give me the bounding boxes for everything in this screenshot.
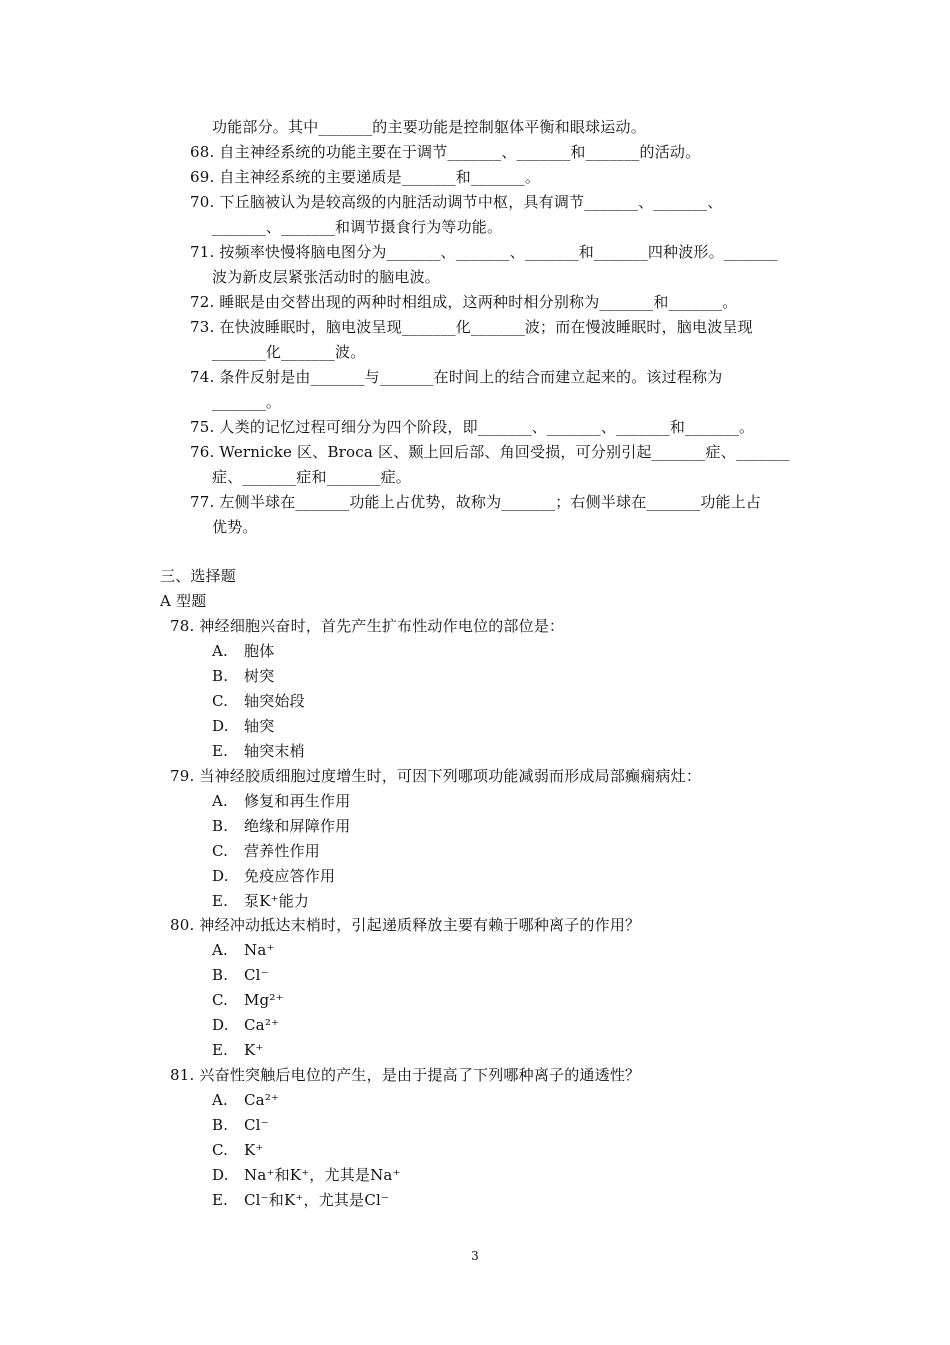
option-text: Na⁺和K⁺，尤其是Na⁺ — [244, 1166, 401, 1184]
option-item — [212, 1040, 264, 1060]
option-label: A. — [212, 941, 229, 959]
fill-in-line: 77. 左侧半球在_______功能上占优势，故称为_______；右侧半球在_______功能上占 — [190, 493, 762, 511]
option-text: 树突 — [244, 667, 275, 685]
section-title: 三、选择题 — [160, 567, 237, 585]
option-text: 免疫应答作用 — [244, 867, 336, 885]
fill-in-line: 72. 睡眠是由交替出现的两种时相组成，这两种时相分别称为_______和_______。 — [190, 293, 738, 311]
option-label: B. — [212, 966, 229, 984]
option-text: 轴突始段 — [244, 692, 305, 710]
page-number: 3 — [471, 1249, 479, 1263]
option-label: A. — [212, 1091, 229, 1109]
option-item — [212, 716, 274, 736]
fill-in-line: _______。 — [212, 393, 282, 411]
option-label: E. — [212, 1041, 229, 1059]
option-label: B. — [212, 667, 229, 685]
option-item — [212, 691, 305, 711]
option-item — [212, 1165, 401, 1185]
option-item — [212, 741, 305, 761]
option-item — [212, 791, 350, 811]
option-text: Mg²⁺ — [244, 991, 284, 1009]
question-stem: 80. 神经冲动抵达末梢时，引起递质释放主要有赖于哪种离子的作用？ — [170, 916, 641, 934]
fill-in-line: 70. 下丘脑被认为是较高级的内脏活动调节中枢，具有调节_______、_______、 — [190, 193, 723, 211]
option-text: Ca²⁺ — [244, 1091, 280, 1109]
option-item — [212, 666, 274, 686]
option-text: Na⁺ — [244, 941, 275, 959]
option-label: B. — [212, 1116, 229, 1134]
option-label: C. — [212, 842, 229, 860]
option-text: 营养性作用 — [244, 842, 321, 860]
option-label: C. — [212, 1141, 229, 1159]
fill-in-line: 69. 自主神经系统的主要递质是_______和_______。 — [190, 168, 541, 186]
option-label: E. — [212, 1191, 229, 1209]
option-label: D. — [212, 1016, 229, 1034]
option-label: B. — [212, 817, 229, 835]
option-label: E. — [212, 742, 229, 760]
fill-in-line: 波为新皮层紧张活动时的脑电波。 — [212, 268, 441, 286]
option-text: Cl⁻ — [244, 966, 269, 984]
option-text: Cl⁻和K⁺，尤其是Cl⁻ — [244, 1191, 390, 1209]
fill-in-line: 优势。 — [212, 518, 258, 536]
question-type-title: A 型题 — [160, 592, 207, 610]
fill-in-line: 症、_______症和_______症。 — [212, 468, 412, 486]
option-item — [212, 1140, 264, 1160]
fill-in-line: 73. 在快波睡眠时，脑电波呈现_______化_______波；而在慢波睡眠时，脑电波呈现 — [190, 318, 753, 336]
fill-in-line: 功能部分。其中_______的主要功能是控制躯体平衡和眼球运动。 — [212, 118, 646, 136]
fill-in-line: _______化_______波。 — [212, 343, 366, 361]
option-item — [212, 841, 320, 861]
option-label: A. — [212, 642, 229, 660]
option-label: C. — [212, 692, 229, 710]
option-text: 泵K⁺能力 — [244, 892, 310, 910]
option-item — [212, 965, 269, 985]
question-stem: 81. 兴奋性突触后电位的产生，是由于提高了下列哪种离子的通透性？ — [170, 1066, 641, 1084]
option-label: C. — [212, 991, 229, 1009]
option-item — [212, 1115, 269, 1135]
option-label: E. — [212, 892, 229, 910]
option-text: 轴突末梢 — [244, 742, 305, 760]
option-item — [212, 1090, 279, 1110]
option-text: 绝缘和屏障作用 — [244, 817, 351, 835]
option-item — [212, 990, 284, 1010]
question-stem: 79. 当神经胶质细胞过度增生时，可因下列哪项功能减弱而形成局部癫痫病灶： — [170, 767, 702, 785]
fill-in-line: 74. 条件反射是由_______与_______在时间上的结合而建立起来的。该过程称为 — [190, 368, 723, 386]
option-label: D. — [212, 1166, 229, 1184]
option-text: Cl⁻ — [244, 1116, 269, 1134]
option-text: 胞体 — [244, 642, 275, 660]
option-label: D. — [212, 867, 229, 885]
option-text: K⁺ — [244, 1141, 264, 1159]
fill-in-line: 75. 人类的记忆过程可细分为四个阶段，即_______、_______、_______和_______。 — [190, 418, 755, 436]
option-text: 修复和再生作用 — [244, 792, 351, 810]
option-item — [212, 1190, 389, 1210]
fill-in-line: _______、_______和调节摄食行为等功能。 — [212, 218, 503, 236]
fill-in-line: 71. 按频率快慢将脑电图分为_______、_______、_______和_______四种波形。_______ — [190, 243, 778, 261]
option-text: Ca²⁺ — [244, 1016, 280, 1034]
option-item — [212, 866, 335, 886]
option-label: D. — [212, 717, 229, 735]
option-item — [212, 940, 275, 960]
option-text: 轴突 — [244, 717, 275, 735]
option-label: A. — [212, 792, 229, 810]
option-item — [212, 891, 309, 911]
option-text: K⁺ — [244, 1041, 264, 1059]
option-item — [212, 641, 274, 661]
option-item — [212, 1015, 279, 1035]
fill-in-line: 76. Wernicke 区、Broca 区、颞上回后部、角回受损，可分别引起_______症、_______ — [190, 443, 790, 461]
question-stem: 78. 神经细胞兴奋时，首先产生扩布性动作电位的部位是： — [170, 617, 565, 635]
option-item — [212, 816, 350, 836]
fill-in-line: 68. 自主神经系统的功能主要在于调节_______、_______和_______的活动。 — [190, 143, 701, 161]
